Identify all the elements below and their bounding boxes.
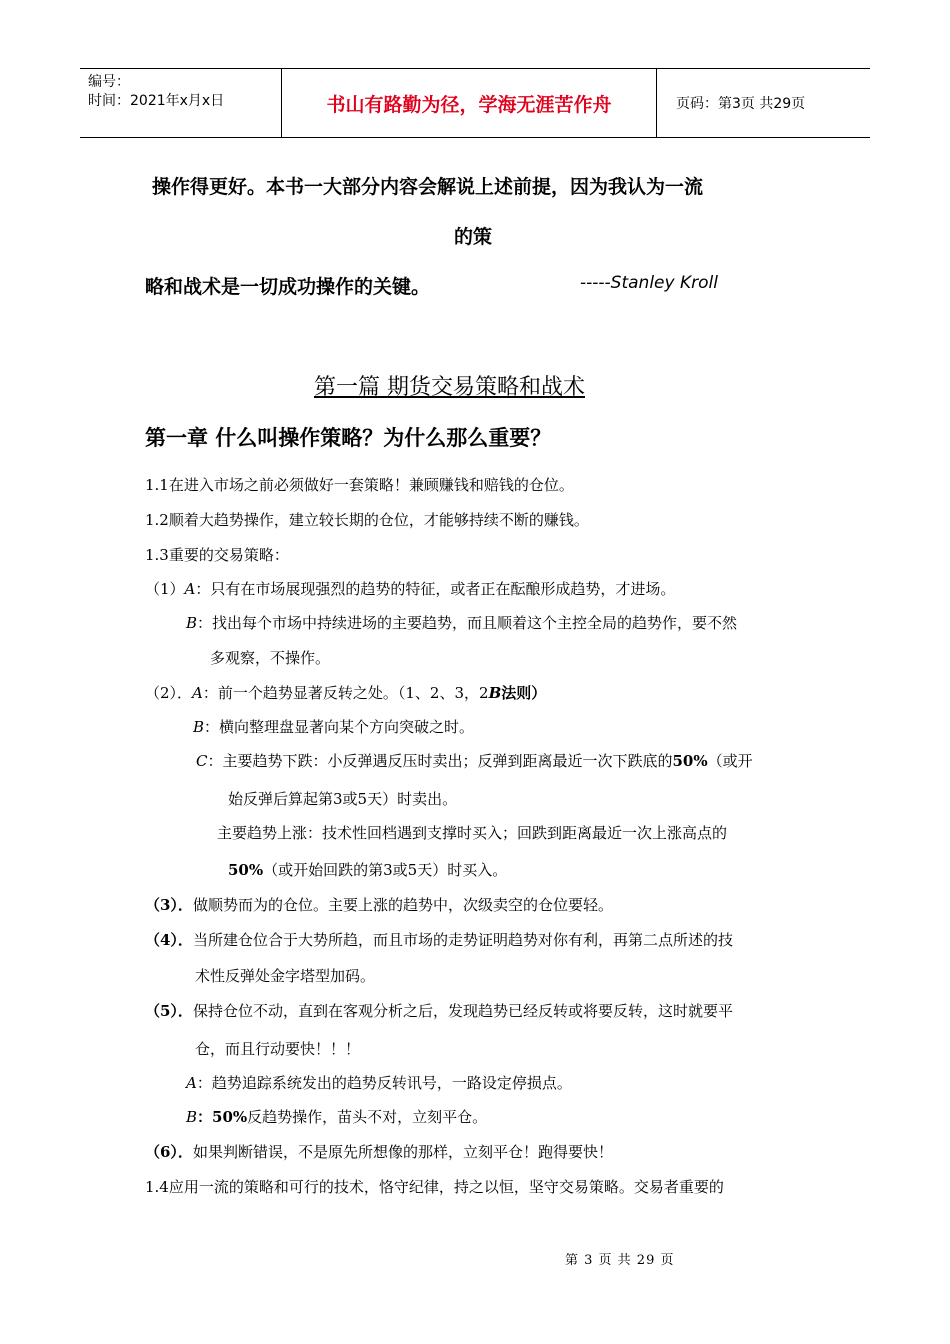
point-2-b-text: ：横向整理盘显著向某个方向突破之时。 xyxy=(204,718,475,736)
point-6 xyxy=(145,1141,613,1162)
point-1-b-cont: 多观察，不操作。 xyxy=(210,649,331,667)
section-1-1: 1.1在进入市场之前必须做好一套策略！兼顾赚钱和赔钱的仓位。 xyxy=(145,476,574,494)
point-3 xyxy=(145,894,613,915)
part-title: 第一篇 期货交易策略和战术 xyxy=(314,375,585,400)
page-header xyxy=(80,68,870,138)
point-2-c-up-cont xyxy=(228,859,507,880)
point-2-c-up-percent: 50% xyxy=(228,861,264,879)
point-1-b xyxy=(186,612,737,633)
letter-a: A xyxy=(192,684,203,702)
point-2-a xyxy=(145,682,546,703)
page-info-text: 页码：第3页 共29页 xyxy=(676,96,806,112)
point-2-a-text: ：前一个趋势显著反转之处。（1、2、3，2 xyxy=(202,684,489,702)
point-5-num: （5）． xyxy=(145,1002,193,1020)
rule-b: B xyxy=(488,684,502,702)
signature: -----Stanley Kroll xyxy=(580,273,718,293)
header-page-info xyxy=(666,69,870,137)
intro-line-1: 操作得更好。本书一大部分内容会解说上述前提，因为我认为一流 xyxy=(152,176,704,198)
letter-b: B xyxy=(193,718,205,736)
number-label: 编号： xyxy=(88,74,130,90)
section-1-3: 1.3重要的交易策略： xyxy=(145,546,289,564)
letter-b: B xyxy=(186,614,198,632)
point-2-c-up: 主要趋势上涨：技术性回档遇到支撑时买入；回跌到距离最近一次上涨高点的 xyxy=(217,824,728,842)
point-2-c-text-end: （或开 xyxy=(707,752,753,770)
point-3-text: 做顺势而为的仓位。主要上涨的趋势中，次级卖空的仓位要轻。 xyxy=(192,896,613,914)
point-5-b xyxy=(186,1106,487,1127)
intro-line-2: 的策 xyxy=(454,226,493,248)
point-5-b-text: 反趋势操作，苗头不对，立刻平仓。 xyxy=(247,1108,488,1126)
point-5-text: 保持仓位不动，直到在客观分析之后，发现趋势已经反转或将要反转，这时就要平 xyxy=(192,1002,733,1020)
letter-a: A xyxy=(184,580,196,598)
intro-line-3: 略和战术是一切成功操作的关键。 xyxy=(145,276,431,298)
point-4 xyxy=(145,929,733,950)
letter-c: C xyxy=(196,752,208,770)
date-label: 时间：2021年x月x日 xyxy=(88,93,225,109)
point-5-a xyxy=(186,1072,572,1093)
point-2-c-text: ：主要趋势下跌：小反弹遇反压时卖出；反弹到距离最近一次下跌底的 xyxy=(207,752,673,770)
point-5-b-percent: ：50% xyxy=(197,1108,248,1126)
page-footer: 第 3 页 共 29 页 xyxy=(565,1253,675,1268)
point-2-c-cont: 始反弹后算起第3或5天）时卖出。 xyxy=(228,790,458,808)
point-6-text: 如果判断错误，不是原先所想像的那样，立刻平仓！跑得要快！ xyxy=(192,1143,613,1161)
point-1-a-text: ：只有在市场展现强烈的趋势的特征，或者正在酝酿形成趋势，才进场。 xyxy=(195,580,676,598)
point-4-num: （4）． xyxy=(145,931,193,949)
point-1-num: （1） xyxy=(145,580,185,598)
point-4-text: 当所建仓位合于大势所趋，而且市场的走势证明趋势对你有利，再第二点所述的技 xyxy=(192,931,733,949)
chapter-title: 第一章 什么叫操作策略？为什么那么重要？ xyxy=(145,426,552,450)
header-motto: 书山有路勤为径，学海无涯苦作舟 xyxy=(281,69,657,137)
section-1-4: 1.4应用一流的策略和可行的技术，恪守纪律，持之以恒，坚守交易策略。交易者重要的 xyxy=(145,1178,724,1196)
rule-end: 法则） xyxy=(501,684,547,702)
point-2-c-up-text: （或开始回跌的第3或5天）时买入。 xyxy=(263,861,508,879)
point-5-a-text: ：趋势追踪系统发出的趋势反转讯号，一路设定停损点。 xyxy=(196,1074,572,1092)
point-2-c-percent: 50% xyxy=(672,752,708,770)
header-meta xyxy=(80,69,280,137)
point-3-num: （3）． xyxy=(145,896,193,914)
section-1-2: 1.2顺着大趋势操作，建立较长期的仓位，才能够持续不断的赚钱。 xyxy=(145,511,589,529)
point-2-c xyxy=(196,750,753,771)
point-5 xyxy=(145,1000,733,1021)
point-1-a xyxy=(145,578,675,599)
point-6-num: （6）． xyxy=(145,1143,193,1161)
letter-b: B xyxy=(186,1108,198,1126)
letter-a: A xyxy=(186,1074,197,1092)
point-4-cont: 术性反弹处金字塔型加码。 xyxy=(195,967,376,985)
point-5-cont: 仓，而且行动要快！！！ xyxy=(195,1040,361,1058)
point-1-b-text: ：找出每个市场中持续进场的主要趋势，而且顺着这个主控全局的趋势作，要不然 xyxy=(197,614,738,632)
point-2-b xyxy=(193,716,474,737)
point-2-num: （2）． xyxy=(145,684,193,702)
